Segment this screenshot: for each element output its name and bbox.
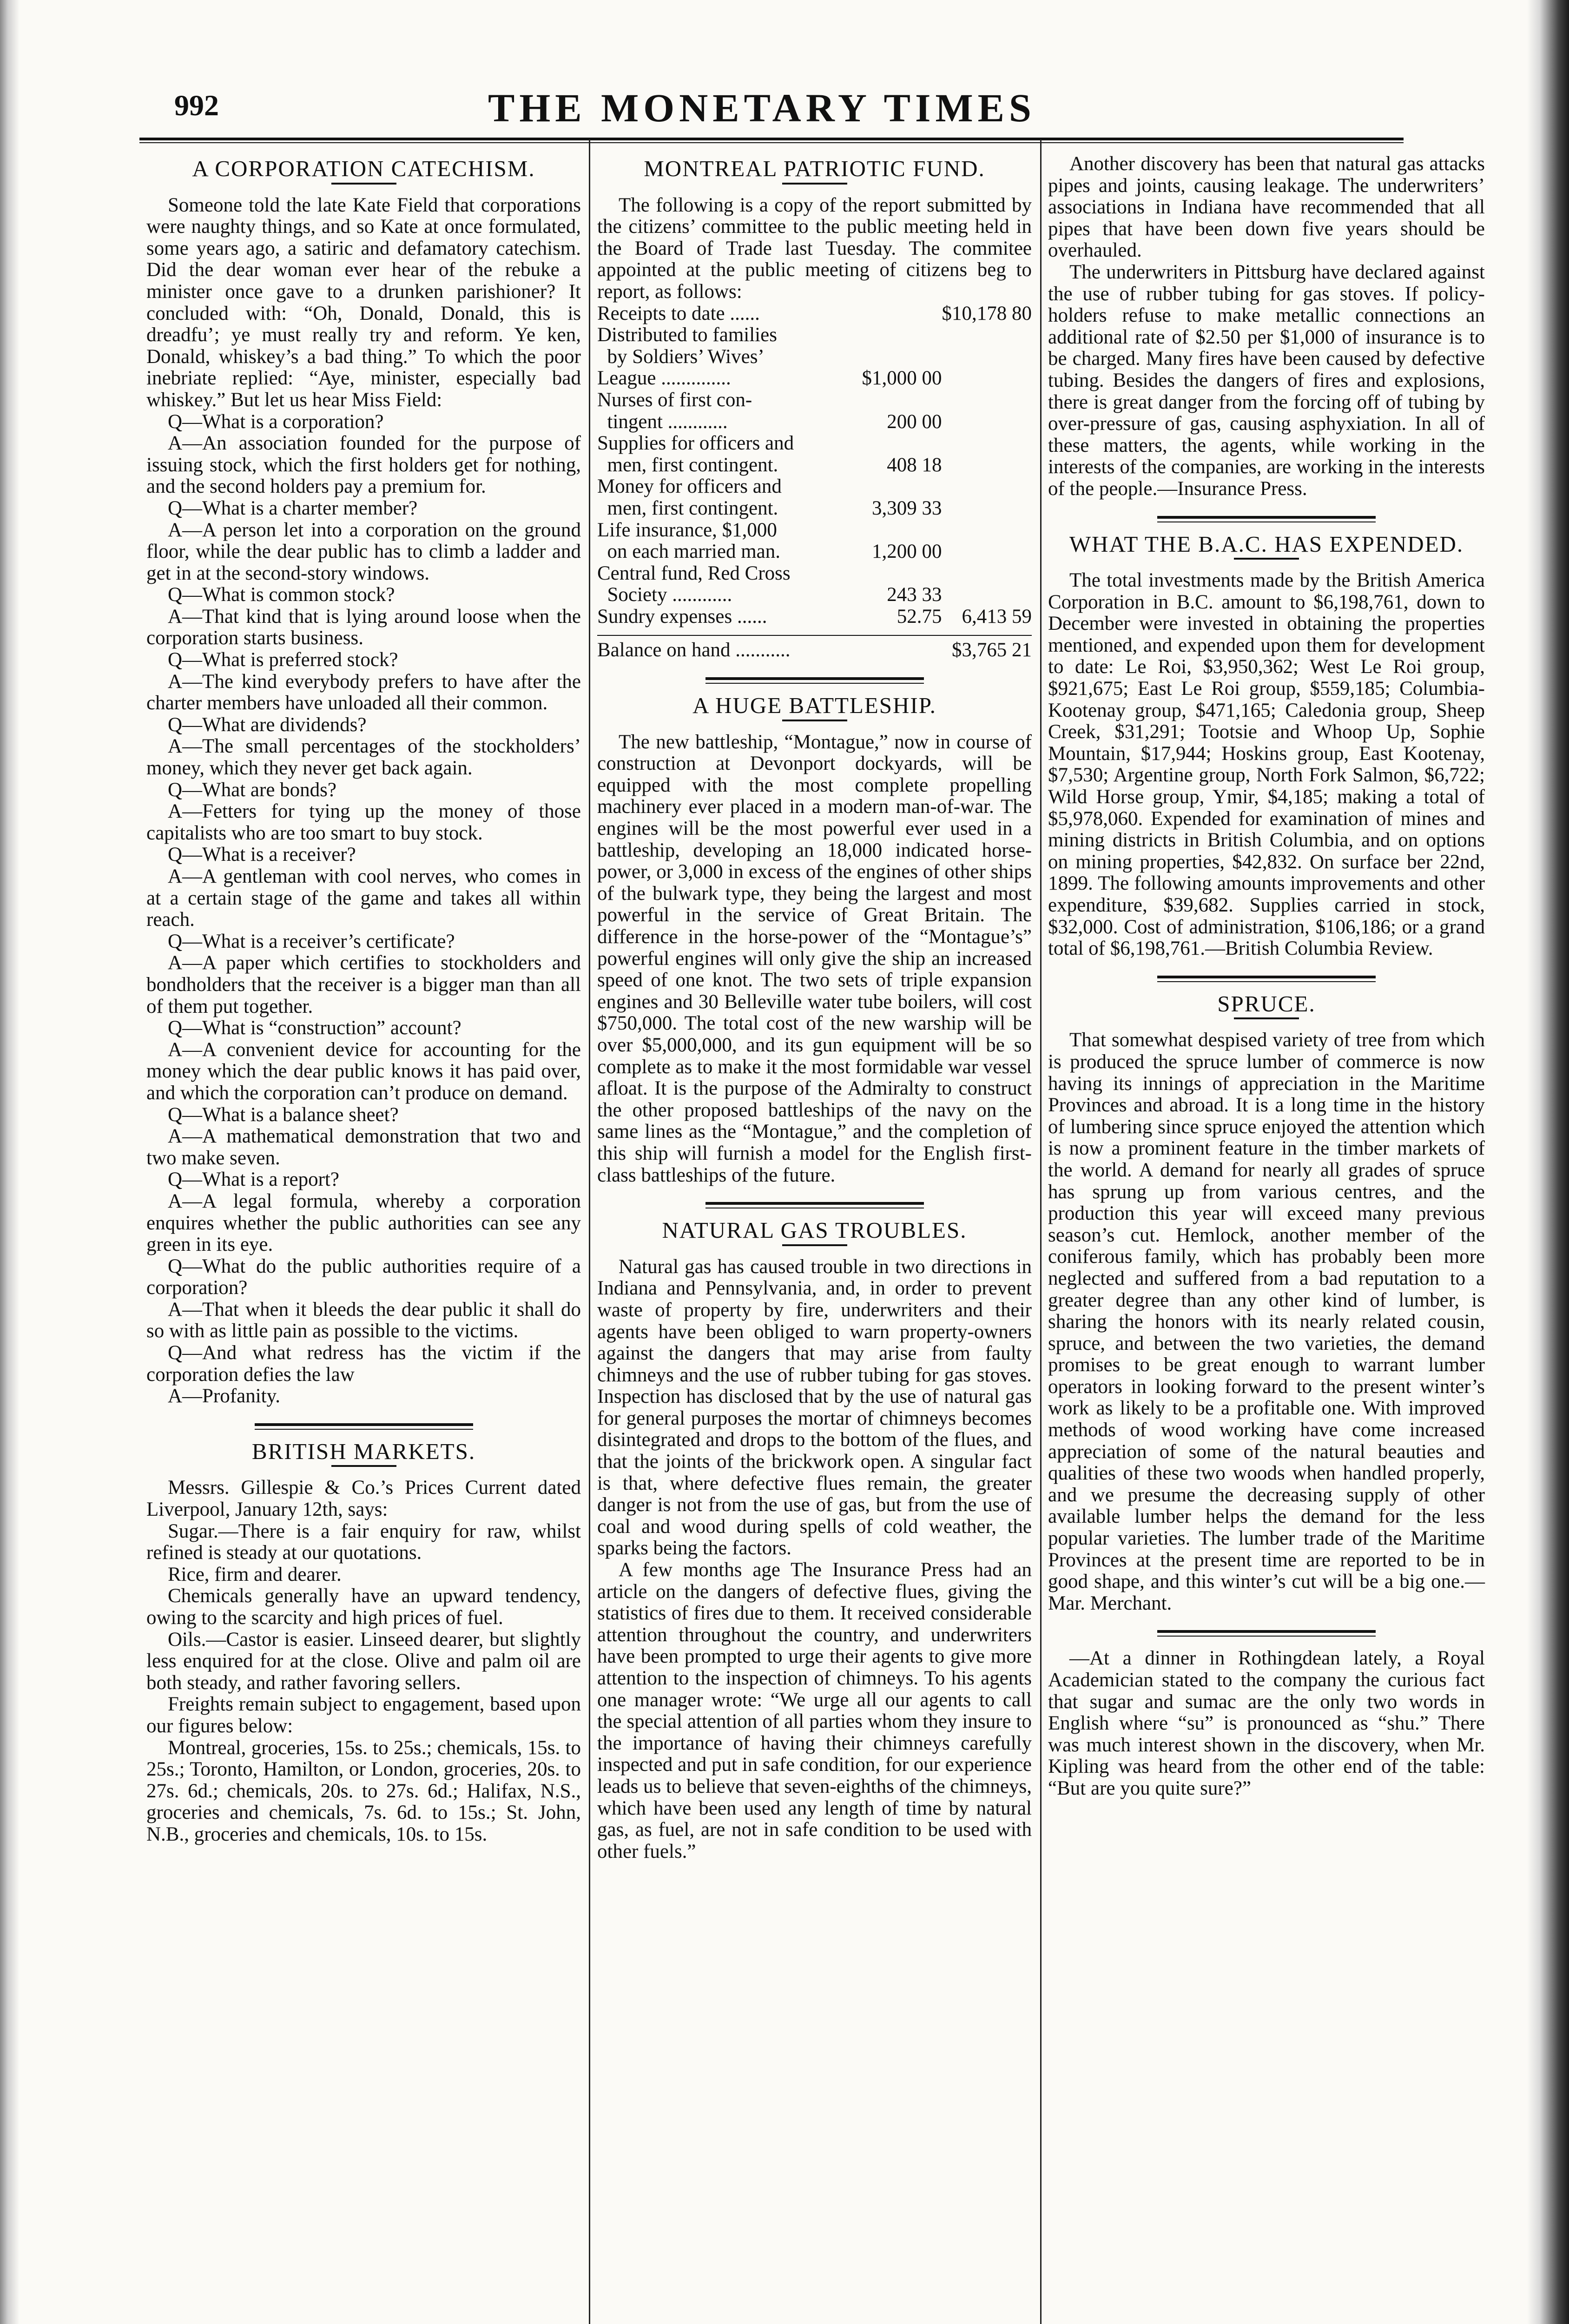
fund-row <box>597 476 1032 498</box>
article-title: A CORPORATION CATECHISM. <box>192 156 535 181</box>
fund-row <box>597 368 1032 390</box>
section-separator <box>1157 976 1376 982</box>
catechism-line: Q—And what redress has the victim if the corporation defies the law <box>146 1342 581 1386</box>
fund-row <box>597 520 1032 541</box>
catechism-line: A—The small percentages of the stockholders’ money, which they never get back again. <box>146 735 581 779</box>
article-title: MONTREAL PATRIOTIC FUND. <box>644 156 985 181</box>
fund-row-amount <box>838 303 942 325</box>
section-separator <box>705 677 924 684</box>
fund-row-amount <box>838 476 942 498</box>
fund-row-label: Central fund, Red Cross <box>597 562 791 584</box>
title-rule <box>782 1244 847 1246</box>
article-title: BRITISH MARKETS. <box>251 1438 476 1464</box>
scan-edge-left <box>0 0 20 2324</box>
fund-row-label: League .............. <box>597 367 731 390</box>
title-rule <box>331 1465 396 1467</box>
article-paragraph: The underwriters in Pittsburg have declared against the use of rubber tubing for gas stoves. If policy-holders refuse to make metallic connections an additional rate of $2.50 per $1,000 of insurance is to be charged. Many fires have been caused by defective tubing. Besides the dangers of fires and explosions, there is great danger from the forcing off of tubing by over-pressure of gas, causing asphyxiation. In all of these matters, the agents, while working in the interests of the companies, are working in the interests of the people.—Insurance Press. <box>1048 261 1485 500</box>
fund-row-label: Life insurance, $1,000 <box>597 519 777 541</box>
fund-row-label: Society ............ <box>597 584 732 606</box>
article-paragraph: Freights remain subject to engagement, based upon our figures below: <box>146 1693 581 1737</box>
article-paragraph: Chemicals generally have an upward tendency, owing to the scarcity and high prices of fuel. <box>146 1585 581 1629</box>
fund-row <box>597 411 1032 433</box>
markets-paragraphs <box>146 1477 581 1845</box>
page-number: 992 <box>174 89 219 122</box>
fund-row-total <box>942 541 1032 563</box>
catechism-line: A—A mathematical demonstration that two and two make seven. <box>146 1125 581 1169</box>
fund-row-label: Supplies for officers and <box>597 432 794 455</box>
catechism-line: Q—What is a balance sheet? <box>168 1103 399 1126</box>
catechism-line: A—A gentleman with cool nerves, who comes in at a certain stage of the game and takes all within reach. <box>146 865 581 931</box>
fund-row-total <box>942 455 1032 476</box>
section-separator <box>1157 516 1376 522</box>
fund-row <box>597 324 1032 346</box>
article-paragraph: Oils.—Castor is easier. Linseed dearer, but slightly less enquired for at the close. Olive and palm oil are both steady, and rather favoring sellers. <box>146 1628 581 1694</box>
title-rule <box>1234 558 1299 560</box>
catechism-line: A—That when it bleeds the dear public it shall do so with as little pain as possible to the victims. <box>146 1298 581 1342</box>
title-rule <box>782 720 847 721</box>
column-divider <box>1040 139 1042 2324</box>
fund-row-label: tingent ............ <box>597 410 728 433</box>
catechism-line: A—A paper which certifies to stockholders and bondholders that the receiver is a bigger man than all of them put together. <box>146 952 581 1017</box>
fund-row-label: Nurses of first con- <box>597 389 752 411</box>
article-paragraph: Another discovery has been that natural gas attacks pipes and joints, causing leakage. The underwriters’ associations in Indiana have recommended that all pipes that have been down five years should be overhauled. <box>1048 153 1485 262</box>
catechism-line: A—A convenient device for accounting for the money which the dear public knows it has paid over, and which the corporation can’t produce on demand. <box>146 1038 581 1104</box>
catechism-line: Q—What is a receiver? <box>168 844 356 866</box>
catechism-line: A—Profanity. <box>168 1385 281 1407</box>
fund-row-amount: 1,200 00 <box>872 541 942 563</box>
fund-row <box>597 346 1032 368</box>
gas-continued-paragraphs <box>1048 153 1485 500</box>
fund-row-total <box>942 433 1032 455</box>
fund-row-label: Sundry expenses ...... <box>597 605 767 627</box>
catechism-line: Q—What is a charter member? <box>168 497 418 519</box>
header-rule-thin <box>139 142 1404 143</box>
gas-paragraphs <box>597 1256 1032 1863</box>
fund-balance <box>597 635 1032 661</box>
fund-row-label: men, first contingent. <box>597 497 778 519</box>
fund-row-label: Distributed to families <box>597 324 777 346</box>
fund-row <box>597 303 1032 325</box>
fund-row-label: Money for officers and <box>597 475 782 498</box>
fund-row-amount: 408 18 <box>887 454 942 476</box>
fund-row <box>597 606 1032 628</box>
catechism-line: Q—What are dividends? <box>168 713 367 736</box>
article-paragraph: —At a dinner in Rothingdean lately, a Royal Academician stated to the company the curious fact that sugar and sumac are the only two words in English where “su” is pronounced as “shu.” There was much interest shown in the discovery, when Mr. Kipling was heard from the other end of the table: “But are you quite sure?” <box>1048 1647 1485 1799</box>
fund-row-amount: 52.75 <box>897 605 942 627</box>
fund-row <box>597 433 1032 455</box>
title-rule <box>331 183 396 185</box>
fund-row-amount: 243 33 <box>887 584 942 606</box>
catechism-lines <box>146 411 581 1407</box>
fund-row-total <box>942 324 1032 346</box>
article-paragraph: Sugar.—There is a fair enquiry for raw, whilst refined is steady at our quotations. <box>146 1520 581 1564</box>
catechism-line: Q—What are bonds? <box>168 779 336 801</box>
catechism-line: Q—What is common stock? <box>168 584 395 606</box>
fund-row-label: on each married man. <box>597 541 780 563</box>
article-paragraph: Rice, firm and dearer. <box>168 1563 342 1585</box>
catechism-line: A—A person let into a corporation on the ground floor, while the dear public has to climb a ladder and get in at the second-story windows. <box>146 519 581 584</box>
fund-row <box>597 563 1032 585</box>
article-paragraph: The total investments made by the British America Corporation in B.C. amount to $6,198,761, down to December were invested in obtaining the properties mentioned, and expended upon them for development to date: Le Roi, $3,950,362; West Le Roi group, $921,675; East Le Roi group, $559,185; Columbia-Kootenay group, $471,165; Caledonia group, Sheep Creek, $31,291; Tootsie and Whoop Up, Sophie Mountain, $17,944; Hoskins group, East Kootenay, $7,530; Argentine group, North Fork Salmon, $6,722; Wild Horse group, Ymir, $4,185; making a total of $5,978,060. Expended for examination of mines and mining districts in British Columbia, and on options on mining properties, $42,832. On surface ber 22nd, 1899. The following amounts improvements and other expenditure, $39,682. Supplies carried in stock, $32,000. Cost of administration, $106,186; or a grand total of $6,198,761.—British Columbia Review. <box>1048 569 1485 960</box>
article-paragraph: Someone told the late Kate Field that corporations were naughty things, and so Kate at once formulated, some years ago, a satiric and defamatory catechism. Did the dear woman ever hear of the rebuke a minister once gave to a drunken parishioner? It concluded with: “Oh, Donald, Donald, this is dreadfu’; ye must really try and reform. Ye ken, Donald, whiskey’s a bad thing.” To which the poor inebriate replied: “Aye, minister, especially bad whiskey.” But let us hear Miss Field: <box>146 194 581 411</box>
catechism-line: A—An association founded for the purpose of issuing stock, which the first holders get for nothing, and the second holders pay a premium for. <box>146 432 581 498</box>
fund-row-label: men, first contingent. <box>597 454 778 476</box>
catechism-line: A—A legal formula, whereby a corporation enquires whether the public authorities can see any green in its eye. <box>146 1190 581 1256</box>
fund-row-total <box>942 346 1032 368</box>
title-rule <box>1234 1017 1299 1019</box>
fund-row-amount <box>838 324 942 346</box>
catechism-line: Q—What is preferred stock? <box>168 649 398 671</box>
column-1 <box>146 153 581 1846</box>
fund-row-amount <box>838 433 942 455</box>
fund-row-amount <box>838 346 942 368</box>
section-separator <box>255 1423 473 1430</box>
catechism-line: Q—What is a corporation? <box>168 410 384 433</box>
catechism-line: A—That kind that is lying around loose when the corporation starts business. <box>146 605 581 649</box>
article-title: WHAT THE B.A.C. HAS EXPENDED. <box>1069 531 1464 557</box>
catechism-line: Q—What do the public authorities require of a corporation? <box>146 1255 581 1299</box>
article-paragraph: The following is a copy of the report submitted by the citizens’ committee to the public meeting held in the Board of Trade last Tuesday. The commitee appointed at the public meeting of citizens beg to report, as follows: <box>597 194 1032 303</box>
fund-row-amount: 3,309 33 <box>872 497 942 519</box>
section-separator <box>1157 1630 1376 1637</box>
header-rule <box>139 138 1404 140</box>
fund-row <box>597 455 1032 476</box>
scan-edge-right <box>1527 0 1569 2324</box>
section-separator <box>705 1202 924 1208</box>
article-paragraph: The new battleship, “Montague,” now in course of construction at Devonport dockyards, will be equipped with the most complete propelling machinery ever placed in a modern man-of-war. The engines will be the most powerful ever used in a battleship, developing an 18,000 indicated horse-power, or 3,000 in excess of the engines of other ships of the bulwark type, they being the largest and most powerful in the service of Great Britain. The difference in the horse-power of the “Montague’s” powerful engines will only give the ship an increased speed of one knot. The two sets of triple expansion engines and 30 Belleville water tube boilers, will cost $750,000. The total cost of the new warship will be over $5,000,000, and its gun equipment will be so complete as to make it the most formidable war vessel afloat. It is the purpose of the Admiralty to construct the other proposed battleships of the navy on the same lines as the “Montague,” and the completion of this ship will furnish a model for the English first-class battleships of the future. <box>597 731 1032 1186</box>
column-2 <box>597 153 1032 1862</box>
fund-row-total: $10,178 80 <box>942 302 1032 324</box>
article-title: A HUGE BATTLESHIP. <box>692 693 936 719</box>
masthead: THE MONETARY TIMES <box>488 86 1036 130</box>
fund-row-total <box>942 584 1032 606</box>
catechism-line: Q—What is “construction” account? <box>168 1017 461 1039</box>
fund-row <box>597 584 1032 606</box>
fund-table <box>597 303 1032 628</box>
fund-row-total <box>942 390 1032 411</box>
fund-row-amount: 200 00 <box>887 410 942 433</box>
fund-row-label: Receipts to date ...... <box>597 302 760 324</box>
fund-row-total <box>942 411 1032 433</box>
fund-row-amount <box>838 390 942 411</box>
catechism-line: A—The kind everybody prefers to have after the charter members have unloaded all their common. <box>146 670 581 714</box>
article-paragraph: Montreal, groceries, 15s. to 25s.; chemicals, 15s. to 25s.; Toronto, Hamilton, or London, groceries, 20s. to 27s. 6d.; chemicals, 20s. to 27s. 6d.; Halifax, N.S., groceries and chemicals, 7s. 6d. to 15s.; St. John, N.B., groceries and chemicals, 10s. to 15s. <box>146 1736 581 1845</box>
article-paragraph: A few months age The Insurance Press had an article on the dangers of defective flues, giving the statistics of fires due to them. It received considerable attention throughout the country, and underwriters have been prompted to urge their agents to give more attention to the inspection of chimneys. To his agents one manager wrote: “We urge all our agents to call the special attention of all parties whom they insure to the importance of having their chimneys carefully inspected and put in safe condition, for our experience leads us to believe that seven-eighths of the chimneys, which have been used any length of time by natural gas, as fuel, are not in safe condition to be used with other fuels.” <box>597 1559 1032 1862</box>
article-paragraph: Messrs. Gillespie & Co.’s Prices Current dated Liverpool, January 12th, says: <box>146 1477 581 1521</box>
catechism-line: Q—What is a receiver’s certificate? <box>168 930 455 952</box>
article-title: SPRUCE. <box>1217 990 1316 1017</box>
fund-row <box>597 498 1032 520</box>
title-rule <box>782 183 847 185</box>
fund-row-amount: $1,000 00 <box>862 367 942 390</box>
fund-row-total <box>942 563 1032 585</box>
article-paragraph: That somewhat despised variety of tree from which is produced the spruce lumber of commerce is now having its innings of appreciation in the Maritime Provinces and abroad. It is a long time in the history of lumbering since spruce enjoyed the attention which is now a prominent feature in the timber markets of the world. A demand for nearly all grades of spruce has sprung up from various centres, and the production this year will exceed many previous season’s cut. Hemlock, another member of the coniferous family, which has probably been more neglected and suffered from a bad reputation to a greater degree than any other kind of lumber, is sharing the honors with its nearly related cousin, spruce, and between the two varieties, the demand promises to be great enough to warrant lumber operators in looking forward to the present winter’s work as likely to be a profitable one. With improved methods of wood working have come increased appreciation of some of the natural beauties and qualities of these two woods when handled properly, and we presume the decreasing supply of other available lumber helps the demand for the less popular varieties. The lumber trade of the Maritime Provinces at the present time are reported to be in good shape, and this winter’s cut will be a big one.—Mar. Merchant. <box>1048 1029 1485 1614</box>
fund-row-amount <box>838 563 942 585</box>
fund-row-amount <box>838 520 942 541</box>
column-divider <box>589 139 590 2324</box>
fund-row <box>597 390 1032 411</box>
article-title: NATURAL GAS TROUBLES. <box>662 1217 967 1243</box>
catechism-line: Q—What is a report? <box>168 1169 339 1191</box>
fund-row-total <box>942 498 1032 520</box>
fund-row <box>597 541 1032 563</box>
fund-row-total <box>942 520 1032 541</box>
catechism-line: A—Fetters for tying up the money of those capitalists who are too smart to buy stock. <box>146 800 581 844</box>
balance-label: Balance on hand ........... <box>597 639 791 661</box>
article-paragraph: Natural gas has caused trouble in two directions in Indiana and Pennsylvania, and, in order to prevent waste of property by fire, underwriters and their agents have been obliged to warn property-owners against the dangers that may arise from faulty chimneys and the use of rubber tubing for gas stoves. Inspection has disclosed that by the use of natural gas for general purposes the mortar of chimneys becomes disintegrated and drops to the bottom of the flues, and that the joints of the brickwork open. A singular fact is that, where defective flues remain, the greater danger is not from the use of gas, but from the use of coal and wood during spells of cold weather, the sparks being the factors. <box>597 1255 1032 1559</box>
fund-row-total <box>942 368 1032 390</box>
fund-row-total: 6,413 59 <box>962 605 1032 627</box>
fund-row-total <box>942 476 1032 498</box>
column-3 <box>1048 153 1485 1800</box>
balance-value: $3,765 21 <box>952 639 1032 661</box>
fund-row-label: by Soldiers’ Wives’ <box>597 345 765 368</box>
